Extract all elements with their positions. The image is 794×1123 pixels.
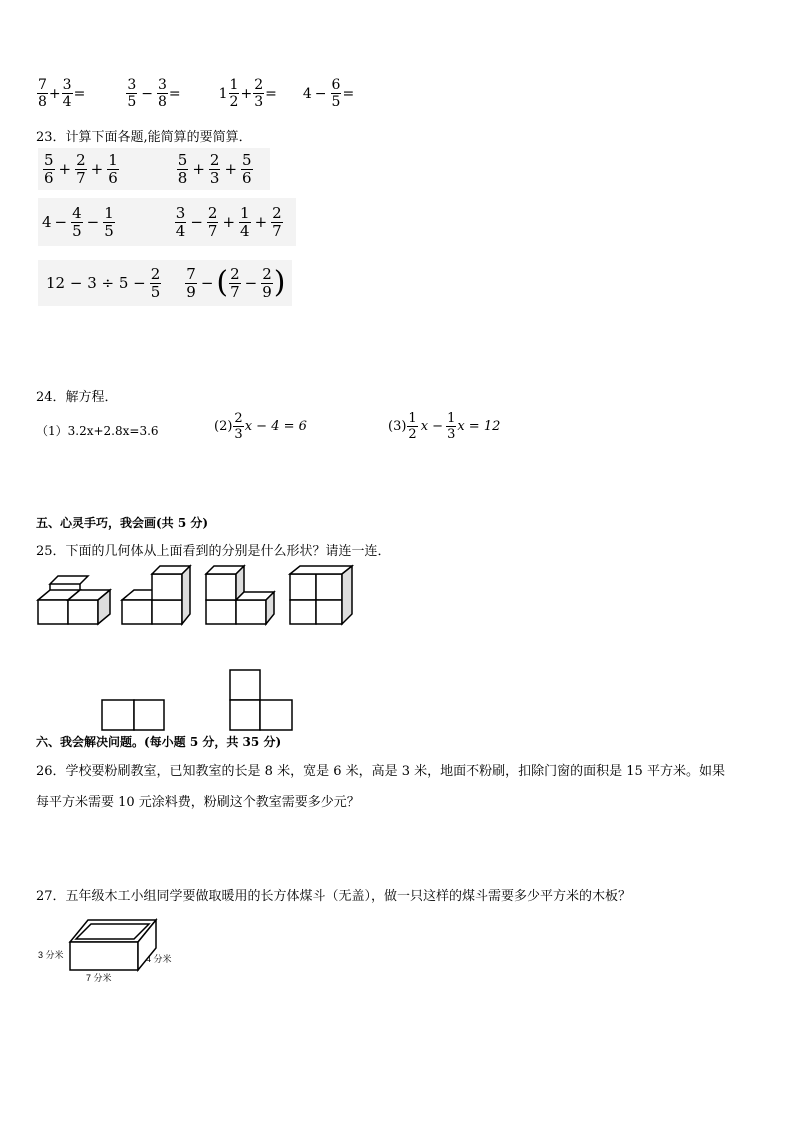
q25-solids-figure bbox=[34, 562, 364, 628]
right-paren: ) bbox=[273, 265, 286, 300]
solid-1 bbox=[38, 576, 110, 624]
q22-expr-4: 4 − $\frac{6}{5}$ = bbox=[302, 77, 355, 110]
q23-expr-5: 12 − 3 ÷ 5 − $\frac{2}{5}$ bbox=[46, 264, 161, 301]
q27-question: 27．五年级木工小组同学要做取暖用的长方体煤斗（无盖），做一只这样的煤斗需要多少平方米的木板？ bbox=[36, 889, 632, 904]
q25-question: 25．下面的几何体从上面看到的分别是什么形状？请连一连． bbox=[36, 544, 391, 559]
q23-title: 23．计算下面各题,能简算的要简算． bbox=[36, 130, 252, 145]
q23-expr-6: $\frac{7}{9}$ − ( $\frac{2}{7}$ − $\frac{2}{9}$ ) bbox=[186, 264, 286, 301]
box-front-face bbox=[70, 942, 138, 970]
q24-title: 24．解方程． bbox=[36, 390, 118, 405]
q25-top-views-figure bbox=[100, 668, 296, 734]
length-label: 7 分米 bbox=[86, 973, 112, 983]
q22-expression-row bbox=[36, 78, 354, 109]
q22-expr-1: $\frac{7}{8}$ + $\frac{3}{4}$ = bbox=[38, 77, 86, 110]
solid-4 bbox=[290, 566, 352, 624]
height-label: 3 分米 bbox=[38, 950, 64, 960]
q23-expr-2: $\frac{5}{8}$ + $\frac{2}{3}$ + $\frac{5}{6}$ bbox=[177, 150, 252, 187]
q23-expr-4: $\frac{3}{4}$ − $\frac{2}{7}$ + $\frac{1}{4}$ + $\frac{2}{7}$ bbox=[175, 203, 282, 240]
q24-equation-2: (2) $\frac{2}{3}$ x − 4 = 6 bbox=[214, 411, 307, 442]
q22-expr-3: 1 $\frac{1}{2}$ + $\frac{2}{3}$ = bbox=[218, 77, 277, 110]
section-6-heading: 六、我会解决问题。(每小题 5 分，共 35 分) bbox=[36, 735, 282, 749]
q26-line-1: 26．学校要粉刷教室，已知教室的长是 8 米，宽是 6 米，高是 3 米，地面不粉刷，扣除门窗的面积是 15 平方米。如果 bbox=[36, 764, 725, 779]
q23-expr-1: $\frac{5}{6}$ + $\frac{2}{7}$ + $\frac{1}{6}$ bbox=[44, 150, 118, 187]
solid-2 bbox=[122, 566, 190, 624]
q23-expr-3: 4 − $\frac{4}{5}$ − $\frac{1}{5}$ bbox=[42, 203, 114, 240]
q24-equation-1: （1）3.2x+2.8x=3.6 bbox=[36, 424, 159, 438]
section-5-heading: 五、心灵手巧，我会画(共 5 分) bbox=[36, 516, 209, 530]
solid-3 bbox=[206, 566, 274, 624]
coal-box-figure bbox=[36, 914, 186, 986]
q23-row-1 bbox=[38, 148, 270, 190]
q24-equation-3: (3) $\frac{1}{2}$ x − $\frac{1}{3}$ x = 12 bbox=[388, 411, 501, 442]
q22-expr-2: $\frac{3}{5}$ − $\frac{3}{8}$ = bbox=[127, 77, 181, 110]
width-label: 4 分米 bbox=[146, 954, 172, 964]
top-view-b bbox=[230, 670, 292, 730]
q26-line-2: 每平方米需要 10 元涂料费，粉刷这个教室需要多少元？ bbox=[36, 795, 360, 810]
q23-row-3 bbox=[38, 260, 292, 306]
left-paren: ( bbox=[216, 265, 229, 300]
q23-row-2 bbox=[38, 198, 296, 246]
top-view-a bbox=[102, 700, 164, 730]
